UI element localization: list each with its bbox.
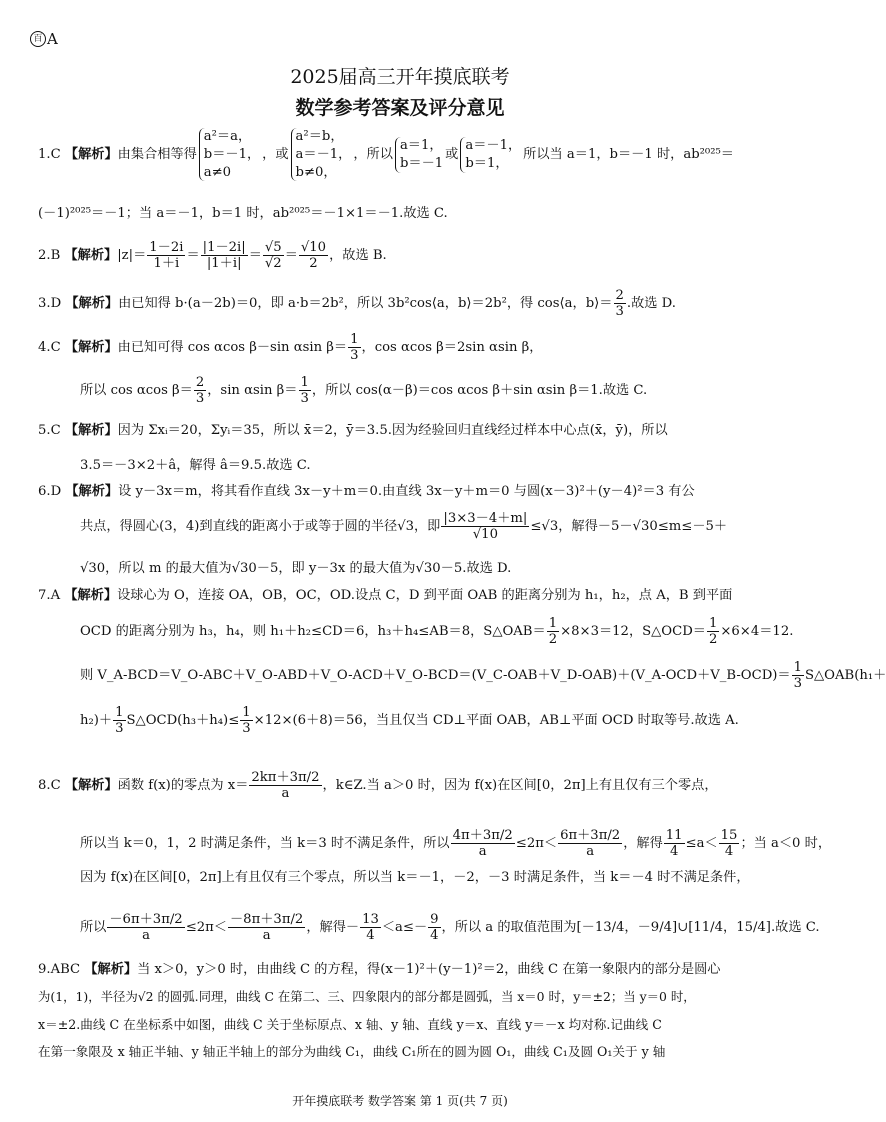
brace-system: a²＝a， b＝－1， a≠0 [199,128,260,181]
answer-7-line-4: h₂)＋ $\frac{1}{3}$ S△OCD(h₃＋h₄)≤ $\frac{1}{3}$ ×12×(6＋8)＝56，当且仅当 CD⊥平面 OAB，AB⊥平面 OCD 时取等号.故选 A. [80,705,739,737]
answer-6-line-1: 6.D 【解析】设 y－3x＝m，将其看作直线 3x－y＋m＝0.由直线 3x－y＋m＝0 与圆(x－3)²＋(y－4)²＝3 有公 [38,484,695,499]
page-title: 2025届高三开年摸底联考 [290,66,510,88]
answer-4-line-1: 4.C 【解析】由已知可得 cos αcos β－sin αsin β＝ $\frac{1}{3}$ ，cos αcos β＝2sin αsin β， [38,332,543,364]
answer-4-line-2: 所以 cos αcos β＝ $\frac{2}{3}$ ，sin αsin β＝ $\frac{1}{3}$ ，所以 cos(α－β)＝cos αcos β＋sin αsin β＝1.故选 C. [80,375,648,407]
answer-9-line-3: x＝±2.曲线 C 在坐标系中如图，曲线 C 关于坐标原点、x 轴、y 轴、直线 y＝x、直线 y＝－x 均对称.记曲线 C [38,1017,662,1032]
answer-1-line-1: 1.C 【解析】由集合相等得 a²＝a， b＝－1， a≠0 ，或 a²＝b， a＝－1， b≠0， ，所以 a＝1， b＝－1 或 a＝－1， b＝1， 所以当 a＝1，b＝－1 时，ab²⁰²⁵＝ [38,129,734,180]
mark-circle-glyph: 百 [30,31,46,47]
answer-1-line-2: (－1)²⁰²⁵＝－1；当 a＝－1，b＝1 时，ab²⁰²⁵＝－1×1＝－1.故选 C. [38,206,448,221]
answer-8-line-2: 所以当 k＝0，1，2 时满足条件，当 k＝3 时不满足条件，所以 $\frac{4\pi+3\pi/2}{a}$ ≤2π＜ $\frac{6\pi+3\pi/2}{a}$ ，解得 $\frac{11}{4}$ ≤a＜ $\frac{15}{4}$ ；当 a＜0 时， [80,828,832,860]
brace-system: a²＝b， a＝－1， b≠0， [291,128,352,181]
answer-2-line-1: 2.B 【解析】|z|＝ $\frac{1-2i}{1+i}$ ＝ $\frac{|1-2i|}{|1+i|}$ ＝ $\frac{√5}{√2}$ ＝ $\frac{√10}{2}$ ，故选 B. [38,240,387,272]
answer-5-line-1: 5.C 【解析】因为 Σxᵢ＝20，Σyᵢ＝35，所以 x̄＝2，ȳ＝3.5.因为经验回归直线经过样本中心点(x̄，ȳ)，所以 [38,423,668,438]
answer-5-line-2: 3.5＝－3×2＋â，解得 â＝9.5.故选 C. [80,458,311,473]
answer-7-line-2: OCD 的距离分别为 h₃，h₄，则 h₁＋h₂≤CD＝6，h₃＋h₄≤AB＝8，S△OAB＝ $\frac{1}{2}$ ×8×3＝12，S△OCD＝ $\frac{1}{2}$ ×6×4＝12. [80,616,794,648]
answer-6-line-2: 共点，得圆心(3，4)到直线的距离小于或等于圆的半径√3，即 $\frac{|3\times 3-4+m|}{√10}$ ≤√3，解得－5－√30≤m≤－5＋ [80,511,728,543]
analysis-tag: 【解析】 [64,147,118,163]
answer-7-line-1: 7.A 【解析】设球心为 O，连接 OA，OB，OC，OD.设点 C，D 到平面 OAB 的距离分别为 h₁，h₂，点 A，B 到平面 [38,588,733,603]
answer-9-line-2: 为(1，1)，半径为√2 的圆弧.同理，曲线 C 在第二、三、四象限内的部分都是圆弧，当 x＝0 时，y＝±2；当 y＝0 时， [38,989,696,1004]
paper-mark [30,30,58,48]
answer-8-line-4: 所以 $\frac{-6\pi+3\pi/2}{a}$ ≤2π＜ $\frac{-8\pi+3\pi/2}{a}$ ，解得－ $\frac{13}{4}$ ＜a≤－ $\frac{9}{4}$ ，所以 a 的取值范围为[－13/4，－9/4]∪[11/4，15/4].故选 C. [80,912,820,944]
page-subtitle: 数学参考答案及评分意见 [295,97,505,119]
answer-9-line-4: 在第一象限及 x 轴正半轴、y 轴正半轴上的部分为曲线 C₁，曲线 C₁所在的圆为圆 O₁，曲线 C₁及圆 O₁关于 y 轴 [38,1044,666,1059]
answer-9-line-1: 9.ABC 【解析】当 x＞0，y＞0 时，由曲线 C 的方程，得(x－1)²＋(y－1)²＝2，曲线 C 在第一象限内的部分是圆心 [38,962,721,977]
answer-3-line-1: 3.D 【解析】由已知得 b·(a－2b)＝0，即 a·b＝2b²，所以 3b²cos⟨a，b⟩＝2b²，得 cos⟨a，b⟩＝ $\frac{2}{3}$ .故选 D. [38,288,676,320]
answer-8-line-3: 因为 f(x)在区间[0，2π]上有且仅有三个零点，所以当 k＝－1，－2，－3 时满足条件，当 k＝－4 时不满足条件， [80,870,750,885]
brace-system: a＝－1， b＝1， [460,137,521,173]
answer-7-line-3: 则 V_A-BCD＝V_O-ABC＋V_O-ABD＋V_O-ACD＋V_O-BCD＝(V_C-OAB＋V_D-OAB)＋(V_A-OCD＋V_B-OCD)＝ $\frac{1}{3}$ S△OAB(h₁＋ [80,660,886,692]
mark-letter: A [47,30,58,48]
brace-system: a＝1， b＝－1 [395,137,443,173]
answer-number: 1.C [38,147,61,163]
answer-8-line-1: 8.C 【解析】函数 f(x)的零点为 x＝ $\frac{2k\pi+3\pi/2}{a}$ ，k∈Z.当 a＞0 时，因为 f(x)在区间[0，2π]上有且仅有三个零点， [38,770,718,802]
answer-6-line-3: √30，所以 m 的最大值为√30－5，即 y－3x 的最大值为√30－5.故选 D. [80,561,512,576]
page-footer: 开年摸底联考 数学答案 第 1 页(共 7 页) [292,1094,508,1108]
